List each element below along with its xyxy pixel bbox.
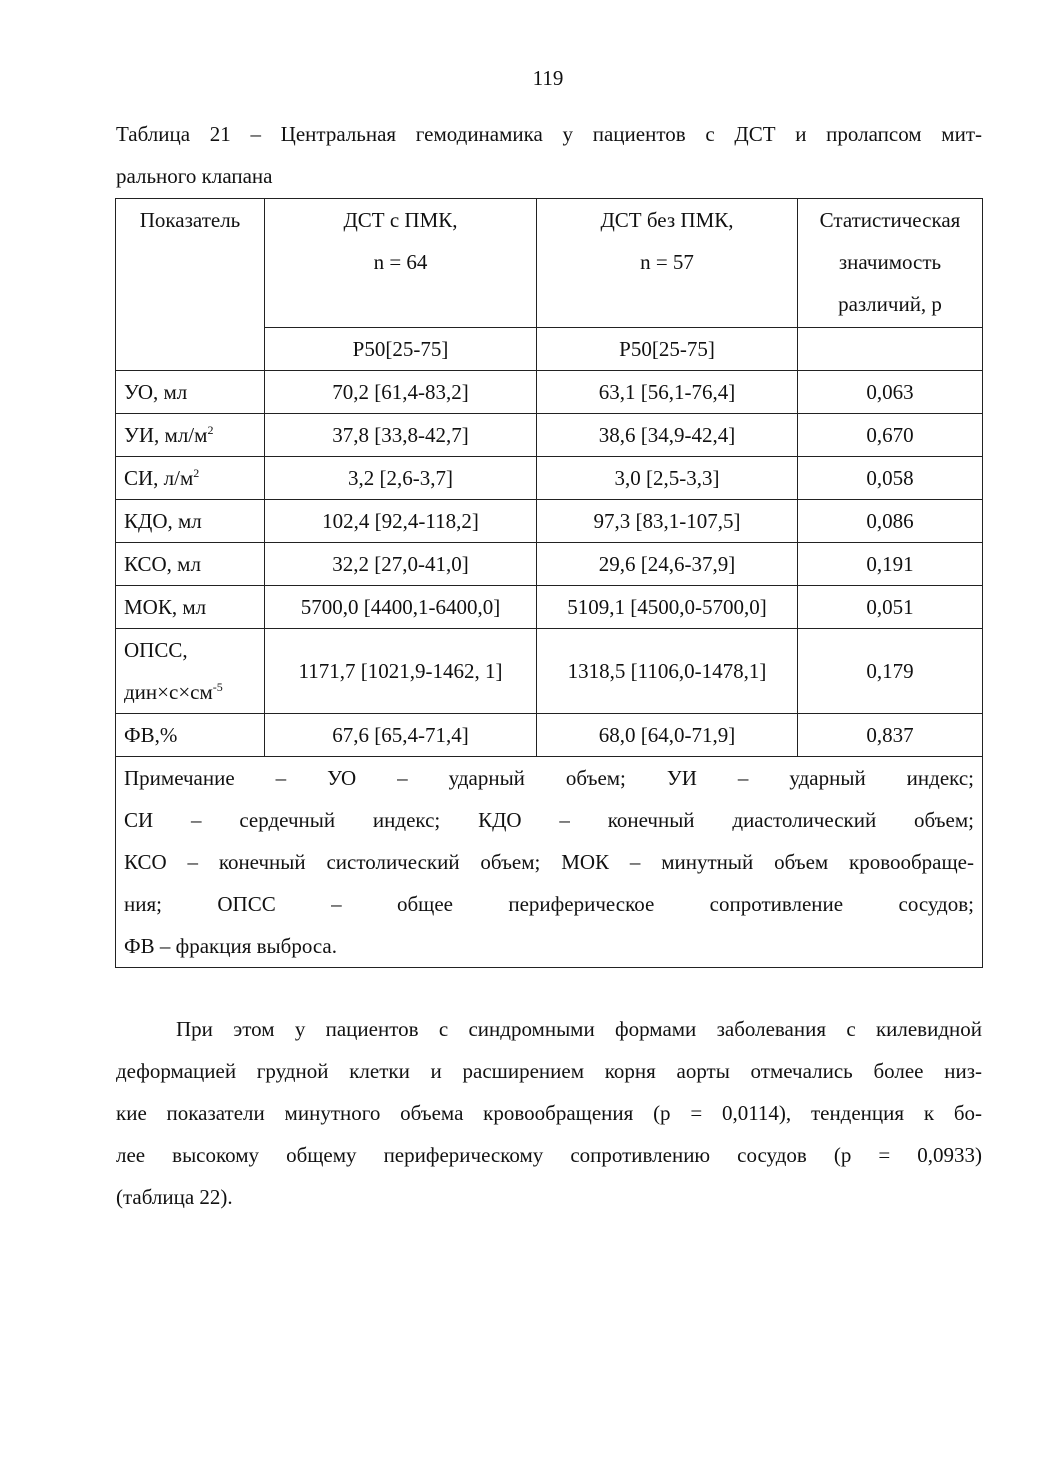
caption-line: рального клапана (116, 164, 273, 188)
table-row (116, 500, 983, 543)
row-p-value: 0,063 (798, 371, 983, 414)
row-indicator: МОК, мл (116, 586, 265, 629)
row-p-value: 0,179 (798, 629, 983, 714)
row-group2-value: 97,3 [83,1-107,5] (537, 500, 798, 543)
table-row (116, 371, 983, 414)
table-row (116, 457, 983, 500)
subheader-group1: P50[25-75] (265, 328, 537, 371)
header-group1: ДСТ с ПМК, n = 64 (265, 199, 537, 328)
paragraph-line: кие показатели минутного объема кровообращения (p = 0,0114), тенденция к бо- (116, 1101, 982, 1125)
row-group1-value: 32,2 [27,0-41,0] (265, 543, 537, 586)
row-p-value: 0,086 (798, 500, 983, 543)
row-group1-value: 37,8 [33,8-42,7] (265, 414, 537, 457)
table-row (116, 586, 983, 629)
table-note-row (116, 757, 983, 968)
row-group1-value: 70,2 [61,4-83,2] (265, 371, 537, 414)
page-number: 119 (532, 66, 564, 90)
table-row (116, 714, 983, 757)
row-group2-value: 38,6 [34,9-42,4] (537, 414, 798, 457)
row-group1-value: 3,2 [2,6-3,7] (265, 457, 537, 500)
paragraph-line: лее высокому общему периферическому сопротивлению сосудов (p = 0,0933) (116, 1143, 982, 1167)
row-group2-value: 1318,5 [1106,0-1478,1] (537, 629, 798, 714)
superscript: -5 (212, 680, 223, 694)
row-group1-value: 5700,0 [4400,1-6400,0] (265, 586, 537, 629)
row-group2-value: 29,6 [24,6-37,9] (537, 543, 798, 586)
row-group2-value: 3,0 [2,5-3,3] (537, 457, 798, 500)
row-group1-value: 67,6 [65,4-71,4] (265, 714, 537, 757)
table-row (116, 543, 983, 586)
superscript: 2 (207, 423, 214, 437)
row-indicator: УИ, $мл/м^2$ (116, 414, 265, 457)
row-p-value: 0,058 (798, 457, 983, 500)
table-note: Примечание – УО – ударный объем; УИ – ударный индекс; СИ – сердечный индекс; КДО – конечный диастолический объем; КСО – конечный систолический объем; МОК – минутный объем кровообраще- ния; ОПСС – общее периферическое сопротивление сосудов; ФВ – фракция выброса. (116, 757, 983, 968)
paragraph-line: При этом у пациентов с синдромными формами заболевания с килевидной (176, 1017, 982, 1041)
row-indicator: УО, мл (116, 371, 265, 414)
row-indicator: КСО, мл (116, 543, 265, 586)
paragraph-line: (таблица 22). (116, 1185, 233, 1209)
paragraph-line: деформацией грудной клетки и расширением корня аорты отмечались более низ- (116, 1059, 982, 1083)
row-group2-value: 68,0 [64,0-71,9] (537, 714, 798, 757)
row-group1-value: 102,4 [92,4-118,2] (265, 500, 537, 543)
row-p-value: 0,670 (798, 414, 983, 457)
caption-line: Таблица 21 – Центральная гемодинамика у пациентов с ДСТ и пролапсом мит- (116, 122, 982, 146)
superscript: 2 (193, 466, 200, 480)
subheader-empty (798, 328, 983, 371)
header-indicator: Показатель (116, 199, 265, 371)
row-indicator: СИ, $л/м^2$ (116, 457, 265, 500)
row-indicator: ФВ,% (116, 714, 265, 757)
row-group2-value: 63,1 [56,1-76,4] (537, 371, 798, 414)
hemodynamics-table (115, 198, 983, 968)
header-stat-significance: Статистическая значимость различий, p (798, 199, 983, 328)
table-caption (116, 113, 982, 197)
row-p-value: 0,051 (798, 586, 983, 629)
body-paragraph (116, 1008, 982, 1218)
row-indicator: ОПСС, $дин\times с\times см^{-5}$ (116, 629, 265, 714)
row-p-value: 0,191 (798, 543, 983, 586)
table-header-row (116, 199, 983, 328)
subheader-group2: P50[25-75] (537, 328, 798, 371)
row-group2-value: 5109,1 [4500,0-5700,0] (537, 586, 798, 629)
row-indicator: КДО, мл (116, 500, 265, 543)
row-group1-value: 1171,7 [1021,9-1462, 1] (265, 629, 537, 714)
table-row (116, 629, 983, 714)
table-row (116, 414, 983, 457)
header-group2: ДСТ без ПМК, n = 57 (537, 199, 798, 328)
row-p-value: 0,837 (798, 714, 983, 757)
